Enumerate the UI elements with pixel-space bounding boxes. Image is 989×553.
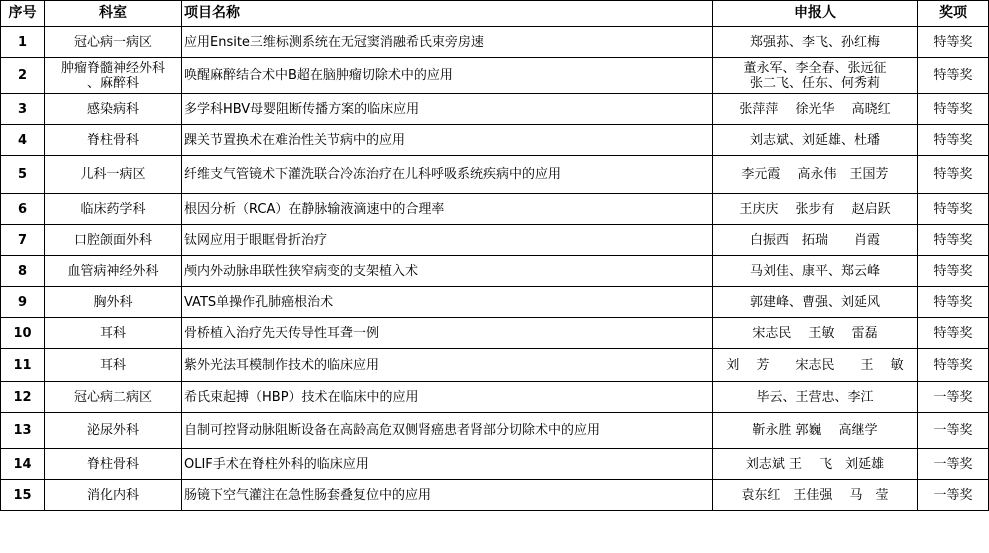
row-department: [45, 449, 182, 480]
row-department: [45, 318, 182, 349]
table-row: [1, 194, 989, 225]
department-line: 临床药学科: [80, 201, 146, 217]
row-index: 14: [1, 449, 45, 480]
table-row: [1, 449, 989, 480]
row-project: 唤醒麻醉结合术中B超在脑肿瘤切除术中的应用: [182, 58, 713, 94]
row-department: [45, 225, 182, 256]
row-applicants: [713, 58, 918, 94]
row-project: 踝关节置换术在难治性关节病中的应用: [182, 125, 713, 156]
table-row: [1, 287, 989, 318]
row-applicants: [713, 94, 918, 125]
applicants-line: 郑强荪、李飞、孙红梅: [749, 34, 880, 50]
table-row: [1, 27, 989, 58]
department-line: 耳科: [99, 325, 126, 341]
row-award: 特等奖: [918, 125, 989, 156]
row-project: 多学科HBV母婴阻断传播方案的临床应用: [182, 94, 713, 125]
department-line: 儿科一病区: [80, 167, 146, 182]
row-applicants: [713, 287, 918, 318]
row-applicants: [713, 318, 918, 349]
row-department: [45, 256, 182, 287]
department-line: 冠心病二病区: [73, 389, 152, 405]
row-index: 10: [1, 318, 45, 349]
row-award: 特等奖: [918, 58, 989, 94]
department-line: 耳科: [99, 357, 126, 373]
header-award: 奖项: [918, 1, 989, 27]
row-index: 2: [1, 58, 45, 94]
applicants-line: 刘志斌、刘延雄、杜璠: [749, 132, 880, 148]
row-applicants: [713, 480, 918, 511]
row-project: OLIF手术在脊柱外科的临床应用: [182, 449, 713, 480]
department-line: 脊柱骨科: [86, 132, 139, 148]
row-award: 一等奖: [918, 413, 989, 449]
applicants-line: 袁东红 王佳强 马 莹: [741, 487, 889, 503]
row-index: 13: [1, 413, 45, 449]
department-line: 肿瘤脊髓神经外科: [60, 60, 165, 76]
row-award: 一等奖: [918, 382, 989, 413]
row-project: 颅内外动脉串联性狭窄病变的支架植入术: [182, 256, 713, 287]
row-index: 8: [1, 256, 45, 287]
row-award: 特等奖: [918, 194, 989, 225]
row-index: 12: [1, 382, 45, 413]
department-line: 胸外科: [93, 294, 133, 310]
row-applicants: [713, 349, 918, 382]
row-project: 钛网应用于眼眶骨折治疗: [182, 225, 713, 256]
department-line: 感染病科: [86, 101, 139, 117]
row-index: 9: [1, 287, 45, 318]
applicants-line: 宋志民 王敏 雷磊: [752, 325, 878, 341]
row-index: 6: [1, 194, 45, 225]
row-project: 应用Ensite三维标测系统在无冠窦消融希氏束旁房速: [182, 27, 713, 58]
row-award: 特等奖: [918, 156, 989, 194]
row-project: 自制可控肾动脉阻断设备在高龄高危双侧肾癌患者肾部分切除术中的应用: [182, 413, 713, 449]
row-award: 特等奖: [918, 94, 989, 125]
department-line: 脊柱骨科: [86, 456, 139, 472]
row-applicants: [713, 194, 918, 225]
row-project: 纤维支气管镜术下灌洗联合冷冻治疗在儿科呼吸系统疾病中的应用: [182, 156, 713, 194]
table-row: [1, 413, 989, 449]
row-applicants: [713, 413, 918, 449]
applicants-line: 李元霞 高永伟 王国芳: [741, 167, 889, 182]
row-award: 特等奖: [918, 225, 989, 256]
header-row: [1, 1, 989, 27]
row-applicants: [713, 27, 918, 58]
department-line: 泌尿外科: [86, 423, 139, 438]
row-applicants: [713, 125, 918, 156]
table-row: [1, 58, 989, 94]
applicants-line: 刘志斌 王 飞 刘延雄: [745, 456, 885, 472]
row-department: [45, 94, 182, 125]
row-index: 5: [1, 156, 45, 194]
row-award: 特等奖: [918, 287, 989, 318]
applicants-line: 靳永胜 郭巍 高继学: [752, 423, 878, 438]
row-applicants: [713, 156, 918, 194]
row-applicants: [713, 256, 918, 287]
header-index: 序号: [1, 1, 45, 27]
row-award: 特等奖: [918, 349, 989, 382]
row-index: 15: [1, 480, 45, 511]
row-department: [45, 58, 182, 94]
row-department: [45, 349, 182, 382]
applicants-line: 白振西 拓瑞 肖霞: [749, 232, 880, 248]
department-line: 、麻醉科: [86, 75, 139, 91]
row-department: [45, 287, 182, 318]
table-row: [1, 318, 989, 349]
row-index: 11: [1, 349, 45, 382]
row-applicants: [713, 382, 918, 413]
applicants-line: 张二飞、任东、何秀莉: [749, 75, 880, 91]
header-project: 项目名称: [182, 1, 713, 27]
row-index: 4: [1, 125, 45, 156]
row-award: 特等奖: [918, 256, 989, 287]
row-department: [45, 194, 182, 225]
row-award: 特等奖: [918, 318, 989, 349]
table-body: [1, 27, 989, 511]
row-award: 一等奖: [918, 449, 989, 480]
row-project: VATS单操作孔肺癌根治术: [182, 287, 713, 318]
header-department: 科室: [45, 1, 182, 27]
row-department: [45, 27, 182, 58]
header-applicants: 申报人: [713, 1, 918, 27]
row-index: 7: [1, 225, 45, 256]
department-line: 消化内科: [86, 487, 139, 503]
row-applicants: [713, 225, 918, 256]
table-row: [1, 225, 989, 256]
row-project: 骨桥植入治疗先天传导性耳聋一例: [182, 318, 713, 349]
table-row: [1, 480, 989, 511]
row-department: [45, 125, 182, 156]
row-department: [45, 382, 182, 413]
department-line: 冠心病一病区: [73, 34, 152, 50]
row-project: 肠镜下空气灌注在急性肠套叠复位中的应用: [182, 480, 713, 511]
row-award: 一等奖: [918, 480, 989, 511]
department-line: 口腔颌面外科: [73, 232, 152, 248]
row-applicants: [713, 449, 918, 480]
applicants-line: 董永军、李全春、张远征: [743, 60, 887, 76]
table-row: [1, 94, 989, 125]
row-project: 根因分析（RCA）在静脉输液滴速中的合理率: [182, 194, 713, 225]
row-project: 希氏束起搏（HBP）技术在临床中的应用: [182, 382, 713, 413]
row-department: [45, 413, 182, 449]
applicants-line: 毕云、王营忠、李江: [756, 389, 874, 405]
row-award: 特等奖: [918, 27, 989, 58]
applicants-line: 马刘佳、康平、郑云峰: [749, 263, 880, 279]
applicants-line: 张萍萍 徐光华 高晓红: [739, 101, 891, 117]
row-department: [45, 156, 182, 194]
table-row: [1, 349, 989, 382]
applicants-line: 刘 芳 宋志民 王 敏: [726, 357, 904, 373]
department-line: 血管病神经外科: [67, 263, 159, 279]
table-row: [1, 256, 989, 287]
table-row: [1, 156, 989, 194]
row-department: [45, 480, 182, 511]
row-project: 紫外光法耳模制作技术的临床应用: [182, 349, 713, 382]
row-index: 1: [1, 27, 45, 58]
table-row: [1, 382, 989, 413]
table-row: [1, 125, 989, 156]
applicants-line: 郭建峰、曹强、刘延风: [749, 294, 880, 310]
applicants-line: 王庆庆 张步有 赵启跃: [739, 201, 891, 217]
row-index: 3: [1, 94, 45, 125]
